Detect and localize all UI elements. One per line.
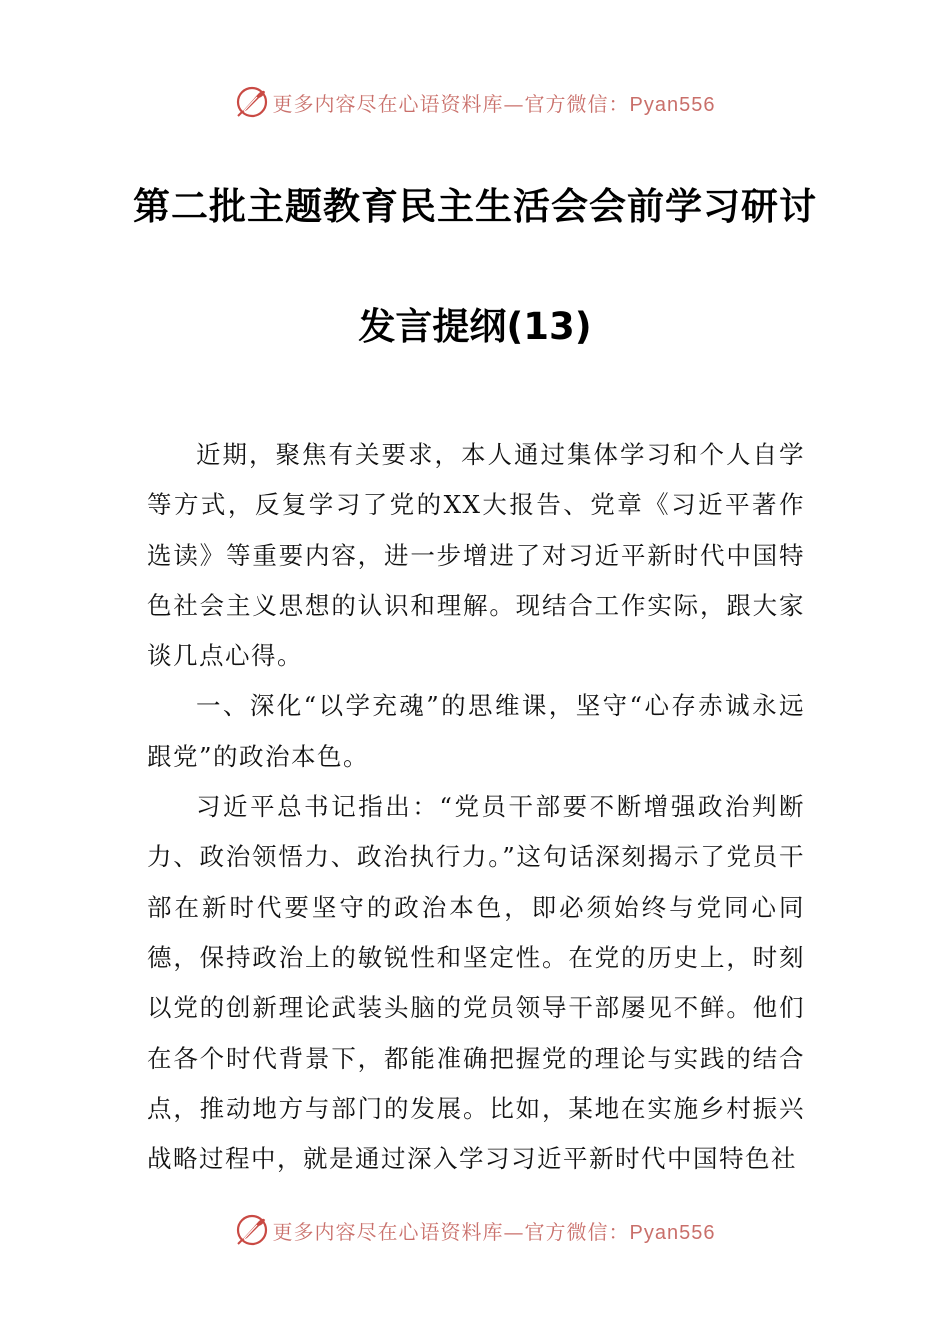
watermark-site-text: 更多内容尽在心语资料库—官方微信： (272, 91, 630, 116)
watermark-site-text: 更多内容尽在心语资料库—官方微信： (272, 1219, 630, 1244)
quill-logo-icon (235, 85, 269, 119)
watermark-wechat-id: Pyan556 (629, 93, 716, 116)
quill-logo-icon (235, 1213, 269, 1247)
watermark-wechat-id: Pyan556 (629, 1221, 716, 1244)
watermark-text (273, 88, 716, 117)
page-title-line-2: 发言提纲(13) (358, 305, 592, 348)
watermark-banner-bottom (0, 1210, 950, 1250)
watermark-banner-top (0, 82, 950, 122)
paragraph-section-heading-1: 一、深化“以学充魂”的思维课，坚守“心存赤诚永远跟党”的政治本色。 (147, 691, 805, 771)
paragraph-section-1-body: 习近平总书记指出：“党员干部要不断增强政治判断力、政治领悟力、政治执行力。”这句话深刻揭示了党员干部在新时代要坚守的政治本色，即必须始终与党同心同德，保持政治上的敏锐性和坚定性。在党的历史上，时刻以党的创新理论武装头脑的党员领导干部屡见不鲜。他们在各个时代背景下，都能准确把握党的理论与实践的结合点，推动地方与部门的发展。比如，某地在实施乡村振兴战略过程中，就是通过深入学习习近平新时代中国特色社 (147, 792, 805, 1174)
document-body (147, 430, 805, 1184)
paragraph-intro: 近期，聚焦有关要求，本人通过集体学习和个人自学等方式，反复学习了党的XX大报告、党章《习近平著作选读》等重要内容，进一步增进了对习近平新时代中国特色社会主义思想的认识和理解。现结合工作实际，跟大家谈几点心得。 (147, 440, 805, 671)
page-title-line-1: 第二批主题教育民主生活会会前学习研讨 (133, 185, 817, 228)
watermark-text (273, 1216, 716, 1245)
